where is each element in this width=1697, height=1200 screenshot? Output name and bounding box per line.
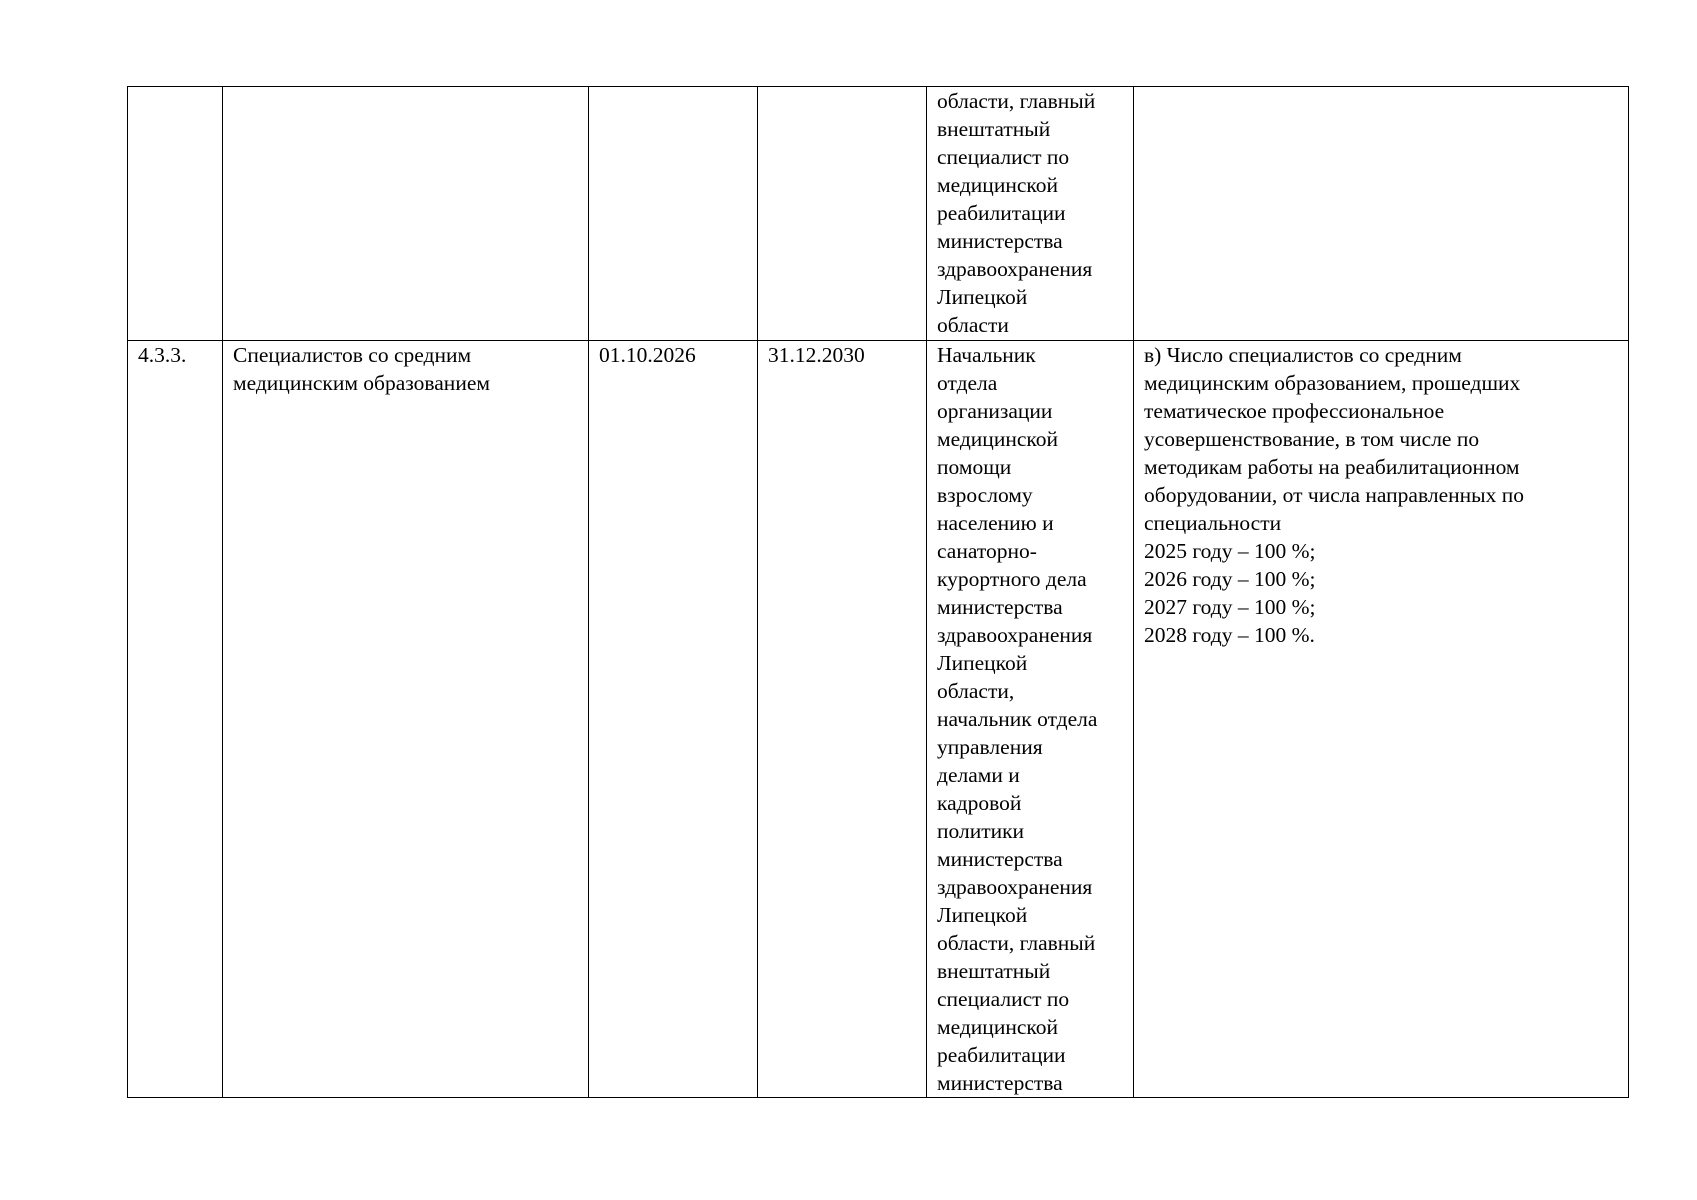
- cell-event-name: [223, 87, 589, 341]
- table-row: [128, 87, 1629, 341]
- cell-responsible: [927, 341, 1134, 1098]
- cell-result-text: в) Число специалистов со средним медицинским образованием, прошедших тематическое профессиональное усовершенствование, в том числе по методикам работы на реабилитационном оборудовании, от числа направленных по специальности 2025 году – 100 %; 2026 году – 100 %; 2027 году – 100 %; 2028 году – 100 %.: [1144, 343, 1524, 647]
- cell-end-date: [758, 87, 927, 341]
- cell-start-date: [589, 87, 758, 341]
- cell-result: [1134, 341, 1629, 1098]
- cell-end-date-text: 31.12.2030: [768, 343, 865, 367]
- cell-number: [128, 341, 223, 1098]
- cell-result: [1134, 87, 1629, 341]
- cell-responsible-text: Начальник отдела организации медицинской помощи взрослому населению и санаторно- курортного дела министерства здравоохранения Липецкой области, начальник отдела управления делами и кадровой политики министерства здравоохранения Липецкой области, главный внештатный специалист по медицинской реабилитации министерства: [937, 343, 1098, 1095]
- cell-number-text: 4.3.3.: [138, 343, 187, 367]
- cell-end-date: [758, 341, 927, 1098]
- table-row: [128, 341, 1629, 1098]
- cell-responsible: [927, 87, 1134, 341]
- cell-start-date-text: 01.10.2026: [599, 343, 696, 367]
- cell-event-name-text: Специалистов со средним медицинским образованием: [233, 343, 490, 395]
- plan-table: [127, 86, 1629, 1098]
- cell-responsible-text: области, главный внештатный специалист по медицинской реабилитации министерства здравоохранения Липецкой области: [937, 89, 1096, 337]
- cell-number: [128, 87, 223, 341]
- cell-event-name: [223, 341, 589, 1098]
- cell-start-date: [589, 341, 758, 1098]
